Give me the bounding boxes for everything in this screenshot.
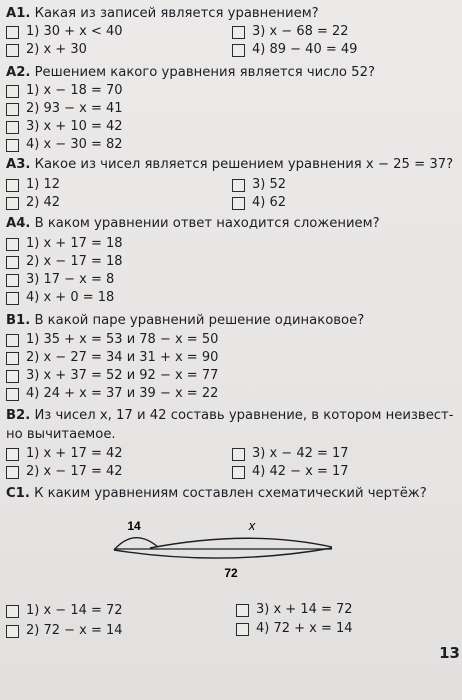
option-b1-1[interactable] — [6, 332, 218, 348]
answer-checkbox[interactable] — [6, 292, 19, 305]
option-b1-2[interactable] — [6, 350, 218, 366]
diagram-label-72: 72 — [224, 566, 238, 580]
option-b2-1[interactable] — [6, 446, 123, 462]
option-a2-1[interactable] — [6, 83, 123, 99]
option-label: 4) 24 + x = 37 и 39 − x = 22 — [26, 386, 219, 401]
answer-checkbox[interactable] — [236, 623, 249, 636]
question-text: К каким уравнениям составлен схематический чертёж? — [29, 486, 427, 501]
diagram-label-x: x — [248, 518, 256, 533]
option-label: 1) x − 18 = 70 — [26, 83, 123, 98]
answer-checkbox[interactable] — [232, 197, 245, 210]
answer-checkbox[interactable] — [6, 85, 19, 98]
option-label: 1) x − 14 = 72 — [26, 603, 123, 618]
option-a2-4[interactable] — [6, 137, 123, 153]
arc-part-x — [150, 538, 332, 548]
option-a4-2[interactable] — [6, 254, 123, 270]
option-c1-3[interactable] — [236, 602, 353, 618]
option-a4-1[interactable] — [6, 236, 123, 252]
question-b2 — [6, 408, 454, 424]
question-text: В каком уравнении ответ находится сложением? — [30, 216, 380, 231]
question-text: Решением какого уравнения является число 52? — [30, 65, 375, 80]
option-label: 2) x + 30 — [26, 42, 87, 57]
answer-checkbox[interactable] — [6, 448, 19, 461]
option-c1-2[interactable] — [6, 623, 123, 639]
answer-checkbox[interactable] — [6, 179, 19, 192]
answer-checkbox[interactable] — [6, 256, 19, 269]
answer-checkbox[interactable] — [6, 121, 19, 134]
question-number: В1. — [6, 313, 31, 328]
answer-checkbox[interactable] — [6, 370, 19, 383]
option-label: 4) 89 − 40 = 49 — [252, 42, 358, 57]
option-label: 2) 93 − x = 41 — [26, 101, 123, 116]
answer-checkbox[interactable] — [236, 604, 249, 617]
question-a3 — [6, 157, 453, 173]
answer-checkbox[interactable] — [232, 26, 245, 39]
option-label: 4) 62 — [252, 195, 287, 210]
answer-checkbox[interactable] — [6, 352, 19, 365]
option-label: 3) x + 10 = 42 — [26, 119, 123, 134]
option-label: 1) x + 17 = 42 — [26, 446, 123, 461]
option-label: 3) 52 — [252, 177, 287, 192]
answer-checkbox[interactable] — [6, 466, 19, 479]
option-a1-4[interactable] — [232, 42, 357, 58]
answer-checkbox[interactable] — [6, 274, 19, 287]
option-b1-3[interactable] — [6, 368, 218, 384]
answer-checkbox[interactable] — [6, 44, 19, 57]
option-label: 3) x + 37 = 52 и 92 − x = 77 — [26, 368, 219, 383]
question-text: Какая из записей является уравнением? — [30, 6, 319, 21]
option-label: 4) 72 + x = 14 — [256, 621, 353, 636]
option-label: 2) x − 17 = 18 — [26, 254, 123, 269]
option-a2-3[interactable] — [6, 119, 123, 135]
answer-checkbox[interactable] — [6, 388, 19, 401]
answer-checkbox[interactable] — [232, 44, 245, 57]
question-text: Из чисел x, 17 и 42 составь уравнение, в котором неизвест- — [30, 408, 454, 423]
option-label: 3) 17 − x = 8 — [26, 272, 115, 287]
answer-checkbox[interactable] — [232, 466, 245, 479]
question-text: В какой паре уравнений решение одинаковое? — [30, 313, 365, 328]
question-c1 — [6, 486, 427, 502]
question-number: А4. — [6, 216, 31, 231]
option-b2-3[interactable] — [232, 446, 349, 462]
page-number: 13 — [439, 644, 460, 662]
option-label: 4) x + 0 = 18 — [26, 290, 115, 305]
answer-checkbox[interactable] — [6, 625, 19, 638]
option-label: 1) 30 + x < 40 — [26, 24, 123, 39]
option-a4-3[interactable] — [6, 272, 114, 288]
option-a3-1[interactable] — [6, 177, 60, 193]
option-c1-4[interactable] — [236, 621, 353, 637]
question-number: А1. — [6, 6, 31, 21]
question-number: В2. — [6, 408, 31, 423]
diagram-label-14: 14 — [127, 519, 141, 533]
answer-checkbox[interactable] — [6, 26, 19, 39]
option-label: 3) x − 68 = 22 — [252, 24, 349, 39]
answer-checkbox[interactable] — [232, 179, 245, 192]
question-b2-continued — [6, 427, 116, 443]
question-text: Какое из чисел является решением уравнения x − 25 = 37? — [30, 157, 454, 172]
option-a4-4[interactable] — [6, 290, 114, 306]
answer-checkbox[interactable] — [6, 197, 19, 210]
option-label: 2) 72 − x = 14 — [26, 623, 123, 638]
option-label: 2) x − 17 = 42 — [26, 464, 123, 479]
option-label: 2) x − 27 = 34 и 31 + x = 90 — [26, 350, 219, 365]
option-a3-2[interactable] — [6, 195, 60, 211]
question-number: А2. — [6, 65, 31, 80]
option-b1-4[interactable] — [6, 386, 218, 402]
question-a2 — [6, 65, 375, 81]
option-label: 2) 42 — [26, 195, 61, 210]
question-a1 — [6, 6, 319, 22]
option-a3-4[interactable] — [232, 195, 286, 211]
answer-checkbox[interactable] — [6, 605, 19, 618]
question-number: С1. — [6, 486, 30, 501]
option-b2-2[interactable] — [6, 464, 123, 480]
answer-checkbox[interactable] — [232, 448, 245, 461]
option-c1-1[interactable] — [6, 603, 123, 619]
question-b1 — [6, 313, 364, 329]
option-label: 4) x − 30 = 82 — [26, 137, 123, 152]
option-label: 3) x − 42 = 17 — [252, 446, 349, 461]
answer-checkbox[interactable] — [6, 103, 19, 116]
option-a2-2[interactable] — [6, 101, 123, 117]
option-a1-2[interactable] — [6, 42, 87, 58]
answer-checkbox[interactable] — [6, 139, 19, 152]
option-a1-3[interactable] — [232, 24, 349, 40]
option-b2-4[interactable] — [232, 464, 349, 480]
segment-diagram — [100, 517, 340, 585]
question-a4 — [6, 216, 380, 232]
option-label: 1) x + 17 = 18 — [26, 236, 123, 251]
option-label: 1) 35 + x = 53 и 78 − x = 50 — [26, 332, 219, 347]
answer-checkbox[interactable] — [6, 238, 19, 251]
option-a1-1[interactable] — [6, 24, 123, 40]
question-number: А3. — [6, 157, 31, 172]
question-text: но вычитаемое. — [6, 427, 116, 442]
answer-checkbox[interactable] — [6, 334, 19, 347]
option-a3-3[interactable] — [232, 177, 286, 193]
option-label: 3) x + 14 = 72 — [256, 602, 353, 617]
option-label: 4) 42 − x = 17 — [252, 464, 349, 479]
option-label: 1) 12 — [26, 177, 61, 192]
